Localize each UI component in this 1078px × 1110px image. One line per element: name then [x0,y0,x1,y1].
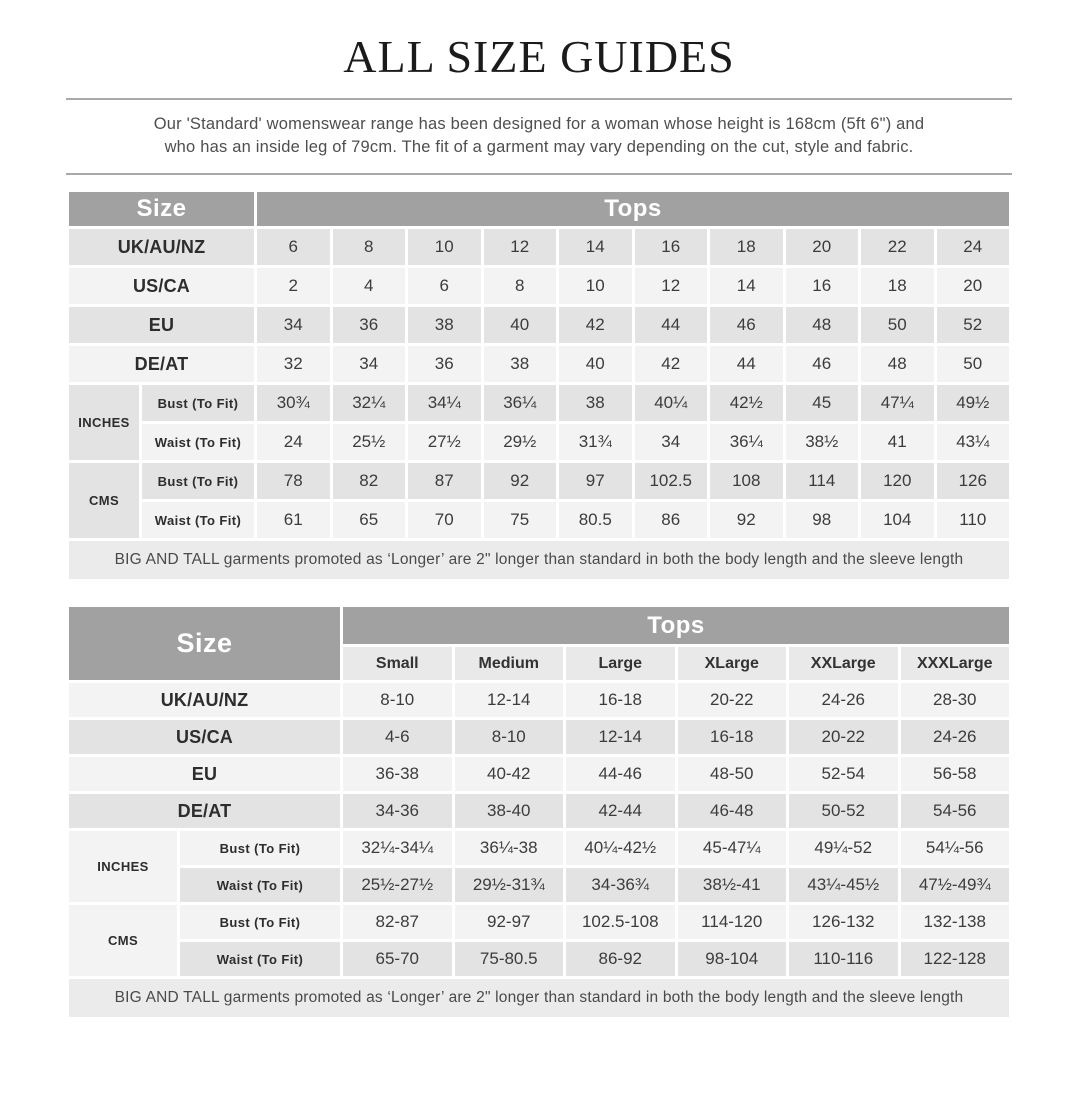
size-value: 8-10 [455,720,564,754]
size-value: 36 [408,346,481,382]
size-value: 50 [937,346,1010,382]
size-value: 20-22 [678,683,787,717]
measure-label: Bust (To Fit) [180,831,340,865]
size-value: 36 [333,307,406,343]
measure-label: Waist (To Fit) [142,424,254,460]
size-value: 122-128 [901,942,1010,976]
size-value: 2 [257,268,330,304]
size-value: 80.5 [559,502,632,538]
size-value: 24 [937,229,1010,265]
measure-group-label: INCHES [69,385,139,460]
size-value: 38 [559,385,632,421]
size-value: 32¼ [333,385,406,421]
size-value: 40-42 [455,757,564,791]
measure-label: Bust (To Fit) [142,385,254,421]
size-value: 14 [559,229,632,265]
size-value: 20 [937,268,1010,304]
size-value: 82 [333,463,406,499]
size-value: 82-87 [343,905,452,939]
range-description-line2: who has an inside leg of 79cm. The fit of a garment may vary depending on the cut, style and fabric. [164,138,914,156]
size-value: 56-58 [901,757,1010,791]
size-value: 12-14 [455,683,564,717]
size-value: 132-138 [901,905,1010,939]
size-value: 98 [786,502,859,538]
size-value: 12 [484,229,557,265]
size-value: 4-6 [343,720,452,754]
size-value: 43¼-45½ [789,868,898,902]
size-value: 92 [710,502,783,538]
size-value: 20 [786,229,859,265]
size-value: 29½ [484,424,557,460]
numeric-sizes-table [66,189,1012,582]
size-value: 114-120 [678,905,787,939]
size-value: 86-92 [566,942,675,976]
size-value: 46 [786,346,859,382]
size-value: 110 [937,502,1010,538]
size-value: 32¼-34¼ [343,831,452,865]
size-value: 25½-27½ [343,868,452,902]
size-value: 75 [484,502,557,538]
size-value: 10 [559,268,632,304]
size-value: 36¼ [710,424,783,460]
size-system-label: DE/AT [69,794,340,828]
page-title: ALL SIZE GUIDES [343,31,735,82]
measure-label: Bust (To Fit) [142,463,254,499]
size-value: 52 [937,307,1010,343]
size-value: 6 [408,268,481,304]
size-value: 24 [257,424,330,460]
size-value: 98-104 [678,942,787,976]
tops-group-header: Tops [257,192,1009,226]
size-value: 38½-41 [678,868,787,902]
size-value: 45 [786,385,859,421]
size-value: 8-10 [343,683,452,717]
size-value: 65 [333,502,406,538]
size-value: 24-26 [901,720,1010,754]
size-value: 47½-49¾ [901,868,1010,902]
column-subheader: XLarge [678,647,787,680]
size-value: 86 [635,502,708,538]
size-value: 32 [257,346,330,382]
size-value: 18 [861,268,934,304]
size-value: 43¼ [937,424,1010,460]
size-system-label: US/CA [69,720,340,754]
measure-label: Waist (To Fit) [142,502,254,538]
size-value: 42 [635,346,708,382]
size-value: 29½-31¾ [455,868,564,902]
size-value: 36¼-38 [455,831,564,865]
column-subheader: Small [343,647,452,680]
size-value: 120 [861,463,934,499]
size-value: 34-36¾ [566,868,675,902]
size-value: 16-18 [678,720,787,754]
size-value: 38 [408,307,481,343]
size-value: 114 [786,463,859,499]
size-value: 12 [635,268,708,304]
big-and-tall-footnote: BIG AND TALL garments promoted as ‘Longer’ are 2" longer than standard in both the body length and the sleeve length [69,979,1009,1017]
size-value: 48-50 [678,757,787,791]
column-subheader: XXXLarge [901,647,1010,680]
size-value: 27½ [408,424,481,460]
size-value: 36-38 [343,757,452,791]
size-system-label: UK/AU/NZ [69,683,340,717]
size-value: 54-56 [901,794,1010,828]
size-value: 92 [484,463,557,499]
size-value: 6 [257,229,330,265]
size-value: 10 [408,229,481,265]
size-value: 41 [861,424,934,460]
size-value: 44-46 [566,757,675,791]
size-value: 8 [484,268,557,304]
size-value: 75-80.5 [455,942,564,976]
size-value: 16-18 [566,683,675,717]
size-value: 92-97 [455,905,564,939]
size-value: 50 [861,307,934,343]
named-sizes-table [66,604,1012,1020]
range-description [66,100,1012,173]
size-value: 34 [333,346,406,382]
size-value: 34 [635,424,708,460]
size-value: 102.5 [635,463,708,499]
size-value: 126-132 [789,905,898,939]
measure-group-label: INCHES [69,831,177,902]
size-system-label: EU [69,757,340,791]
size-corner-header: Size [69,192,254,226]
measure-group-label: CMS [69,463,139,538]
size-value: 16 [786,268,859,304]
size-value: 31¾ [559,424,632,460]
size-value: 48 [861,346,934,382]
size-tables [66,189,1012,1020]
size-value: 4 [333,268,406,304]
size-value: 18 [710,229,783,265]
size-value: 46 [710,307,783,343]
size-value: 48 [786,307,859,343]
size-system-label: US/CA [69,268,254,304]
size-value: 40 [559,346,632,382]
size-value: 20-22 [789,720,898,754]
size-value: 25½ [333,424,406,460]
size-value: 49½ [937,385,1010,421]
size-value: 54¼-56 [901,831,1010,865]
size-guide-page [0,30,1078,1020]
size-value: 61 [257,502,330,538]
measure-label: Waist (To Fit) [180,868,340,902]
size-value: 22 [861,229,934,265]
column-subheader: Medium [455,647,564,680]
size-system-label: DE/AT [69,346,254,382]
size-value: 104 [861,502,934,538]
column-subheader: Large [566,647,675,680]
size-value: 38-40 [455,794,564,828]
size-value: 50-52 [789,794,898,828]
size-value: 38 [484,346,557,382]
size-value: 34-36 [343,794,452,828]
size-value: 97 [559,463,632,499]
size-value: 16 [635,229,708,265]
size-value: 42 [559,307,632,343]
size-value: 14 [710,268,783,304]
size-value: 24-26 [789,683,898,717]
size-value: 12-14 [566,720,675,754]
size-value: 110-116 [789,942,898,976]
size-value: 34¼ [408,385,481,421]
size-value: 46-48 [678,794,787,828]
size-value: 40¼-42½ [566,831,675,865]
measure-label: Bust (To Fit) [180,905,340,939]
range-description-line1: Our 'Standard' womenswear range has been designed for a woman whose height is 168cm (5ft 6") and [153,115,925,133]
size-corner-header: Size [69,607,340,680]
size-value: 65-70 [343,942,452,976]
bottom-divider [66,173,1012,175]
measure-label: Waist (To Fit) [180,942,340,976]
big-and-tall-footnote: BIG AND TALL garments promoted as ‘Longer’ are 2" longer than standard in both the body length and the sleeve length [69,541,1009,579]
size-value: 44 [635,307,708,343]
size-value: 45-47¼ [678,831,787,865]
size-value: 70 [408,502,481,538]
size-value: 36¼ [484,385,557,421]
size-system-label: UK/AU/NZ [69,229,254,265]
size-value: 49¼-52 [789,831,898,865]
size-value: 40¼ [635,385,708,421]
size-value: 44 [710,346,783,382]
size-value: 47¼ [861,385,934,421]
size-value: 8 [333,229,406,265]
size-value: 40 [484,307,557,343]
measure-group-label: CMS [69,905,177,976]
size-value: 42½ [710,385,783,421]
size-value: 52-54 [789,757,898,791]
size-value: 78 [257,463,330,499]
size-value: 28-30 [901,683,1010,717]
size-value: 30¾ [257,385,330,421]
size-system-label: EU [69,307,254,343]
size-value: 108 [710,463,783,499]
size-value: 42-44 [566,794,675,828]
size-value: 87 [408,463,481,499]
size-value: 126 [937,463,1010,499]
size-value: 102.5-108 [566,905,675,939]
column-subheader: XXLarge [789,647,898,680]
tops-group-header: Tops [343,607,1009,644]
size-value: 38½ [786,424,859,460]
size-value: 34 [257,307,330,343]
